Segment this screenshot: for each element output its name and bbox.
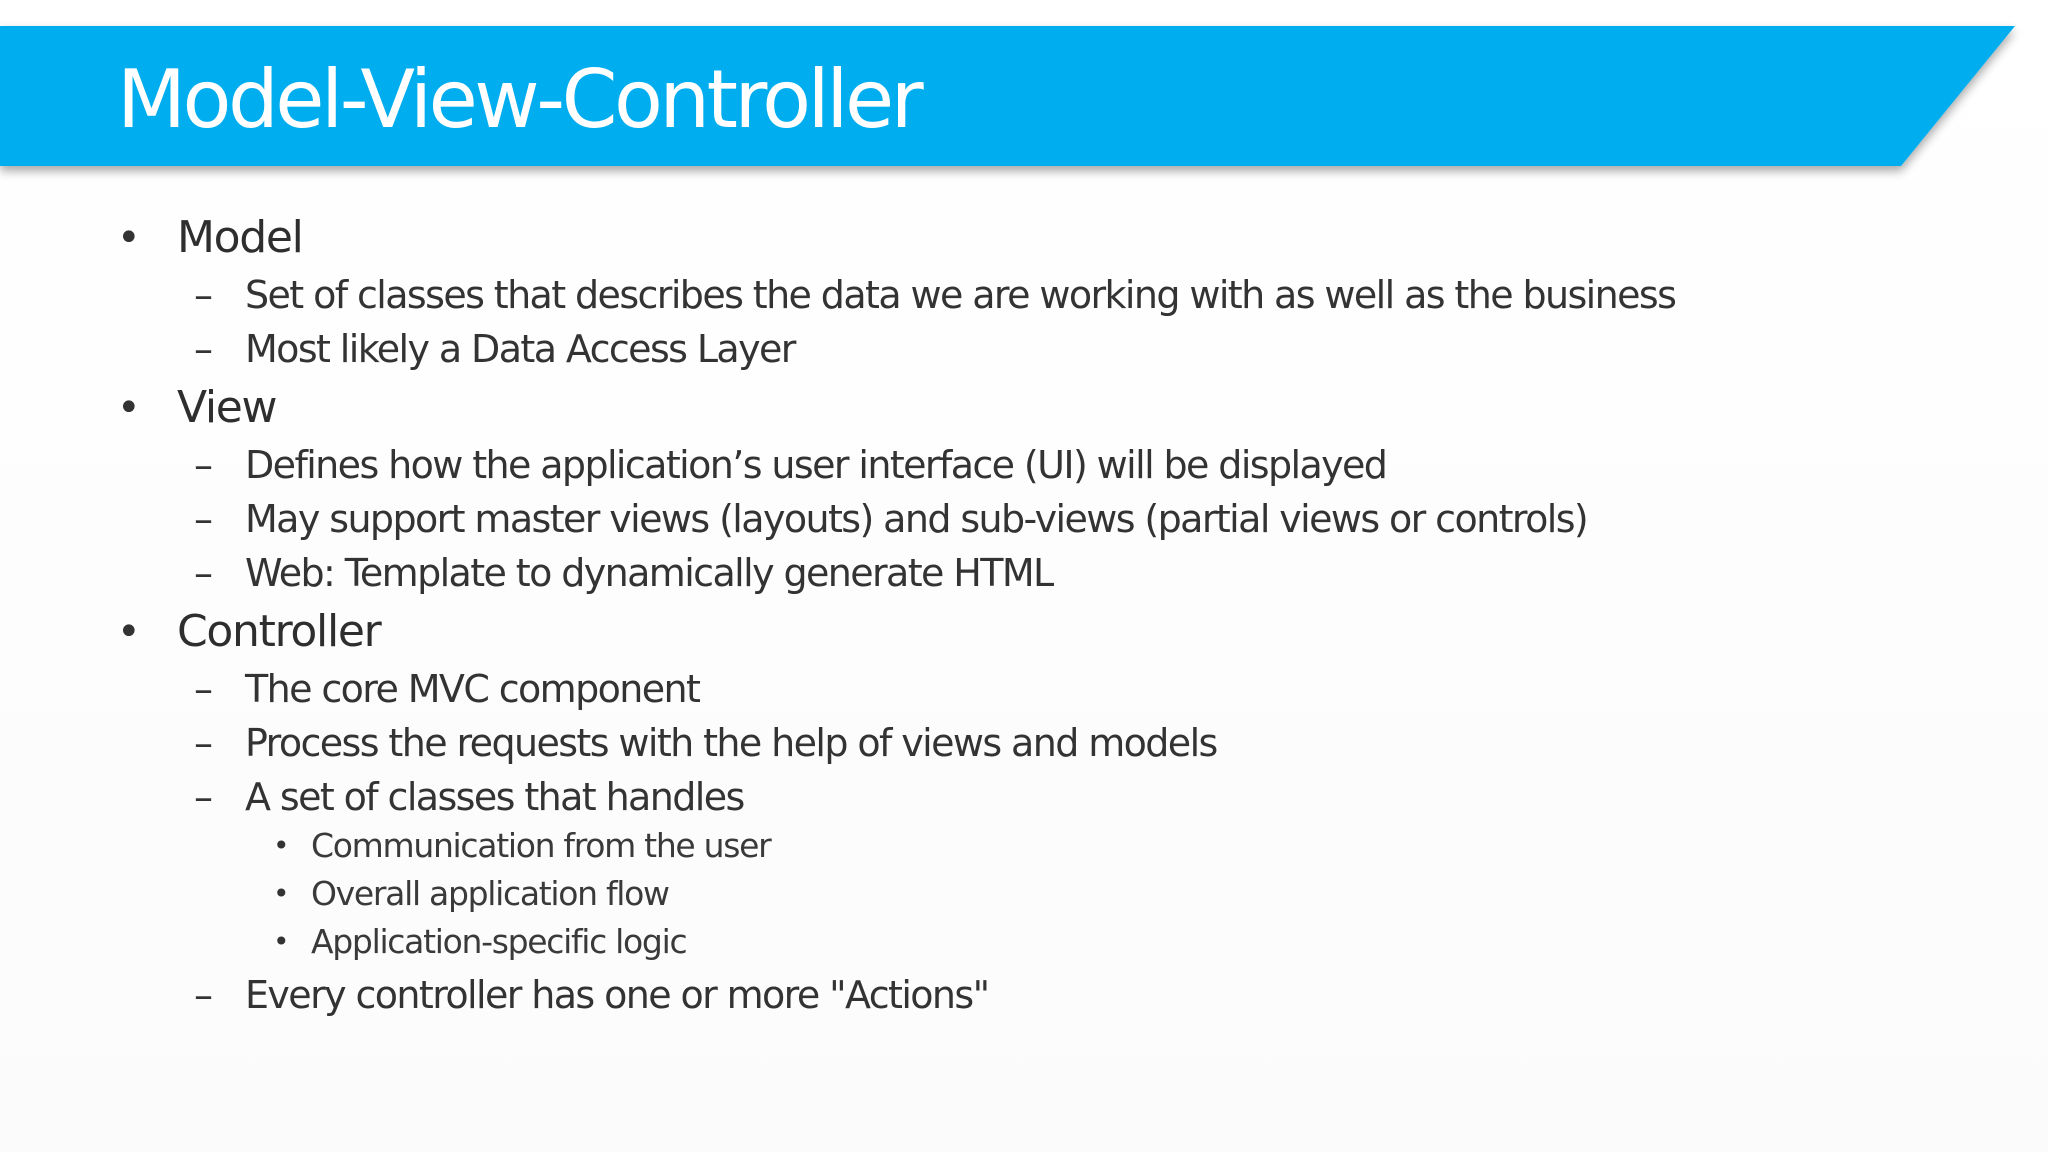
dash-icon: – [194, 327, 213, 371]
bullet-label: Model [177, 212, 303, 263]
dash-icon: – [194, 775, 213, 819]
bullet-dot-icon: • [117, 385, 141, 431]
sub-bullet-text: Web: Template to dynamically generate HTML [245, 551, 1053, 595]
slide-title: Model-View-Controller [117, 53, 921, 146]
bullet-label: Controller [177, 606, 381, 657]
dash-icon: – [194, 551, 213, 595]
sub-bullet-text: Every controller has one or more "Actions" [245, 973, 989, 1017]
sub-bullet-text: Defines how the application’s user interface (UI) will be displayed [245, 443, 1387, 487]
small-dot-icon: • [273, 925, 290, 958]
sub-bullet-text: Set of classes that describes the data we are working with as well as the business [245, 273, 1676, 317]
sub-bullet-text: A set of classes that handles [245, 775, 744, 819]
dash-icon: – [194, 443, 213, 487]
sub-bullet-text: May support master views (layouts) and sub-views (partial views or controls) [245, 497, 1588, 541]
bullet-dot-icon: • [117, 215, 141, 261]
dash-icon: – [194, 497, 213, 541]
dash-icon: – [194, 973, 213, 1017]
bullet-label: View [177, 382, 277, 433]
small-dot-icon: • [273, 829, 290, 862]
small-dot-icon: • [273, 877, 290, 910]
sub-bullet-text: Most likely a Data Access Layer [245, 327, 795, 371]
sub-bullet-text: The core MVC component [245, 667, 700, 711]
dash-icon: – [194, 667, 213, 711]
sub-bullet-text: Process the requests with the help of views and models [245, 721, 1217, 765]
sub-sub-bullet-text: Application-specific logic [311, 922, 687, 961]
sub-sub-bullet-text: Communication from the user [311, 826, 771, 865]
bullet-dot-icon: • [117, 609, 141, 655]
dash-icon: – [194, 273, 213, 317]
sub-sub-bullet-text: Overall application flow [311, 874, 669, 913]
dash-icon: – [194, 721, 213, 765]
